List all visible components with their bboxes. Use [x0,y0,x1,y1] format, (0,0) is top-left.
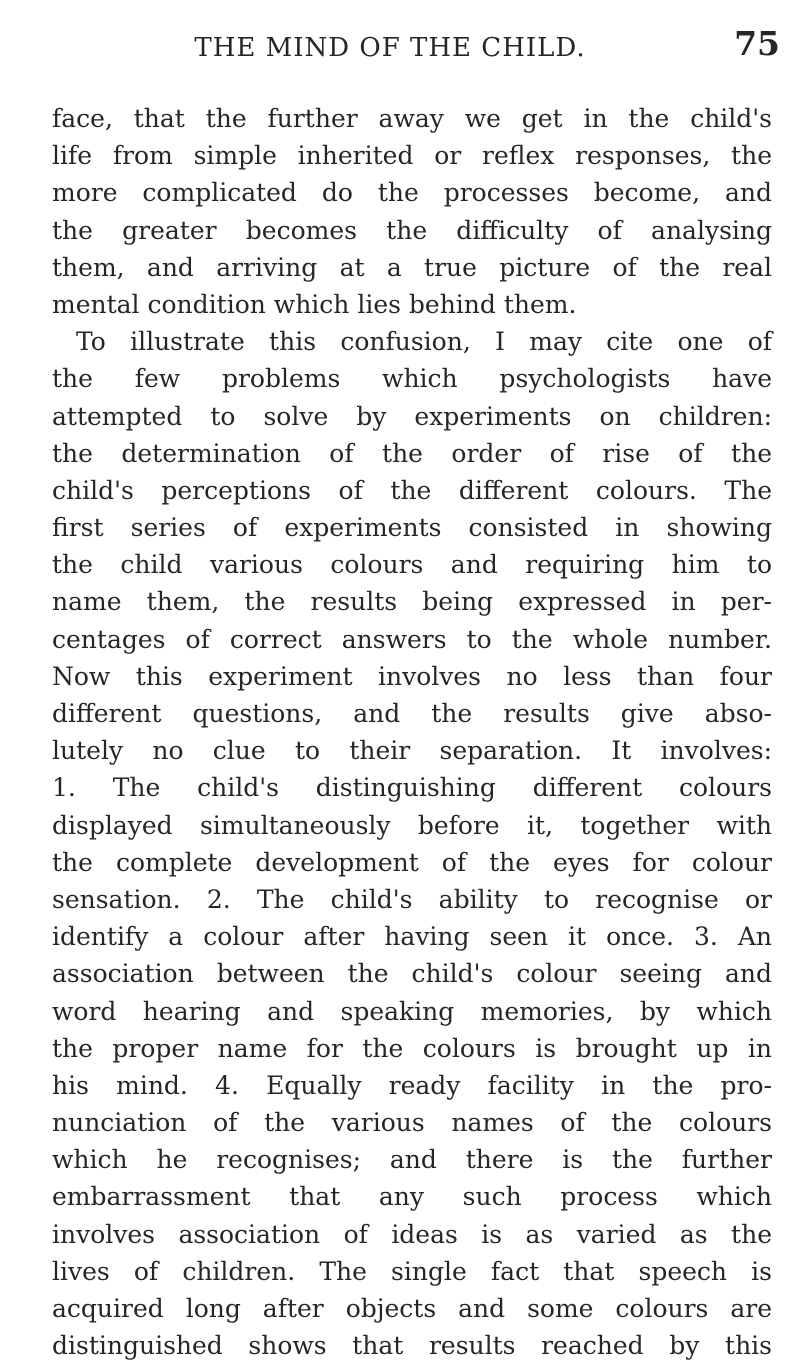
text-line: the determination of the order of rise of the [52,438,772,468]
text-line: different questions, and the results give abso- [52,699,772,728]
running-head [60,22,780,72]
text-line: attempted to solve by experiments on children: [52,401,772,431]
text-line: word hearing and speaking memories, by which [52,996,772,1026]
text-line: the proper name for the colours is brought up in [52,1033,772,1063]
text-line: the child various colours and requiring him to [52,550,772,580]
text-line: embarrassment that any such process which [52,1182,772,1212]
text-line: mental condition which lies behind them. [52,289,577,319]
text-line: nunciation of the various names of the colours [52,1108,772,1138]
text-line: involves association of ideas is as varied as the [52,1219,772,1249]
running-title: THE MIND OF THE CHILD. [194,33,586,63]
text-line: distinguished shows that results reached by this [52,1331,772,1361]
text-line: his mind. 4. Equally ready facility in the pro- [52,1070,772,1100]
page-number: 75 [734,24,780,63]
text-line: which he recognises; and there is the further [52,1145,772,1175]
text-line: name them, the results being expressed in per- [52,587,772,617]
text-line: lutely no clue to their separation. It involves: [52,736,772,766]
text-line: first series of experiments consisted in showing [52,513,772,543]
text-line: them, and arriving at a true picture of the real [52,252,772,282]
text-line: the complete development of the eyes for colour [52,847,772,877]
text-line: the few problems which psychologists have [52,364,772,394]
text-line: child's perceptions of the different colours. The [52,475,772,505]
text-line: displayed simultaneously before it, together with [52,810,772,840]
text-line: more complicated do the processes become, and [52,178,772,208]
text-line: Now this experiment involves no less than four [52,661,772,691]
text-line: face, that the further away we get in the child's [52,104,772,133]
text-line: identify a colour after having seen it once. 3. An [52,922,772,952]
text-line: the greater becomes the difficulty of analysing [52,215,772,245]
text-line: centages of correct answers to the whole number. [52,624,772,654]
text-line: sensation. 2. The child's ability to recognise or [52,884,772,914]
text-line: association between the child's colour seeing and [52,959,772,989]
text-line: lives of children. The single fact that speech is [52,1256,772,1286]
text-line: life from simple inherited or reflex responses, the [52,141,772,171]
body-text [52,100,772,1364]
text-line: acquired long after objects and some colours are [52,1294,772,1323]
text-line: To illustrate this confusion, I may cite one of [76,327,772,357]
text-line: 1. The child's distinguishing different colours [52,773,772,803]
